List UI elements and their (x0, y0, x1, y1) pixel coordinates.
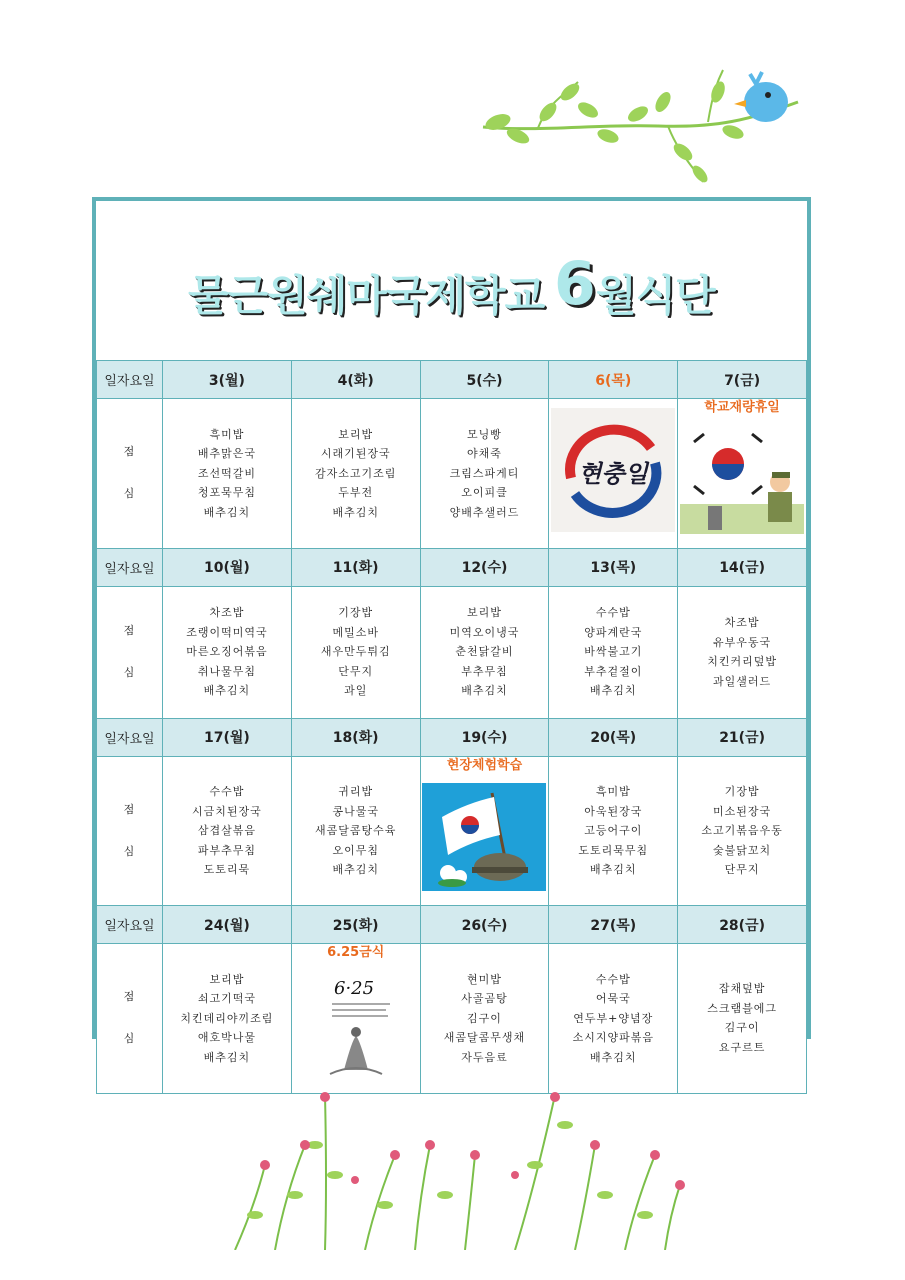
week-menu-row (97, 756, 807, 906)
lunch-label-char: 점 (123, 445, 136, 459)
lunch-label-char: 심 (123, 666, 136, 679)
dish: 보리밥 (467, 606, 502, 620)
menu-cell (549, 586, 678, 718)
lunch-label (97, 399, 163, 549)
menu-cell (420, 944, 549, 1094)
dish: 양파계란국 (584, 625, 643, 639)
dish: 소고기볶음우동 (701, 824, 783, 837)
school-name-title: 물근원쉐마국제학교 (188, 271, 545, 320)
title-suffix: 월식단 (596, 271, 715, 320)
date-day-label: 일자요일 (97, 906, 163, 944)
dish: 미소된장국 (713, 804, 772, 818)
dish: 조선떡갈비 (197, 466, 256, 480)
lunch-label-char: 심 (123, 487, 136, 501)
dish: 취나물무침 (197, 664, 256, 678)
menu-cell (163, 944, 292, 1094)
week-menu-row (97, 586, 807, 718)
day-header: 3(월) (163, 361, 292, 399)
dish: 소시지양파볶음 (572, 1031, 654, 1044)
dish: 시금치된장국 (192, 804, 262, 818)
date-day-label: 일자요일 (97, 361, 163, 399)
dish: 고등어구이 (584, 824, 643, 837)
lunch-label-char: 심 (123, 1032, 136, 1046)
dish: 삼겹살볶음 (197, 824, 256, 837)
dish: 유부우동국 (713, 635, 772, 649)
dish: 배추김치 (461, 684, 508, 698)
title-area (96, 201, 807, 360)
dish: 치킨데리야끼조림 (180, 1011, 274, 1025)
lunch-label-char: 점 (123, 624, 136, 637)
lunch-label-char: 점 (123, 990, 136, 1004)
menu-table-frame (92, 197, 811, 1064)
memorial-day-image (551, 408, 675, 532)
dish: 콩나물국 (332, 804, 379, 818)
dish: 배추김치 (332, 863, 379, 876)
day-header: 14(금) (678, 548, 807, 586)
dish: 기장밥 (338, 606, 374, 620)
dish: 새콤달콤탕수육 (315, 824, 397, 837)
dish: 메밀소바 (332, 625, 379, 639)
dish: 미역오이냉국 (449, 625, 520, 639)
day-header: 17(월) (163, 718, 292, 756)
lunch-label-char: 점 (123, 802, 136, 816)
wildflower-illustration (215, 1085, 695, 1250)
korean-war-memorial-sketch (294, 962, 418, 1086)
dish: 배추맑은국 (197, 447, 256, 460)
flag-soldier-image (680, 417, 804, 541)
dish: 흑미밥 (209, 427, 245, 441)
dish: 도토리묵 (203, 863, 251, 876)
dish: 배추김치 (203, 684, 251, 698)
dish: 단무지 (338, 664, 374, 678)
dish: 춘천닭갈비 (455, 645, 514, 659)
school-holiday-title: 학교재량휴일 (704, 400, 780, 415)
memorial-day-cell (549, 399, 678, 549)
day-header: 12(수) (420, 548, 549, 586)
date-day-label: 일자요일 (97, 548, 163, 586)
dish: 크림스파게티 (449, 466, 520, 480)
lunch-label (97, 586, 163, 718)
dish: 연두부+양념장 (573, 1011, 654, 1025)
dish: 배추김치 (203, 505, 251, 519)
day-header: 11(화) (291, 548, 420, 586)
day-header: 19(수) (420, 718, 549, 756)
menu-cell (678, 586, 807, 718)
lunch-label (97, 944, 163, 1094)
dish: 바싹불고기 (584, 645, 643, 659)
dish: 부추겉절이 (584, 664, 643, 678)
dish: 도토리묵무침 (578, 843, 649, 857)
dish: 배추김치 (332, 505, 379, 519)
dish: 오이무침 (332, 843, 379, 857)
week-menu-row (97, 399, 807, 549)
dish: 김구이 (467, 1011, 502, 1025)
menu-cell (420, 586, 549, 718)
menu-cell (291, 586, 420, 718)
meal-calendar-table (96, 360, 807, 1094)
menu-cell (549, 944, 678, 1094)
dish: 귀리밥 (338, 785, 374, 798)
menu-cell (291, 756, 420, 906)
korean-war-fast-cell (291, 944, 420, 1094)
dish: 사골곰탕 (461, 992, 508, 1005)
dish: 파부추무침 (197, 843, 256, 857)
dish: 김구이 (724, 1021, 760, 1035)
dish: 쇠고기떡국 (197, 992, 256, 1005)
day-header: 18(화) (291, 718, 420, 756)
day-header: 13(목) (549, 548, 678, 586)
dish: 배추김치 (590, 863, 637, 876)
dish: 어묵국 (595, 992, 631, 1005)
dish: 새콤달콤무생채 (443, 1031, 526, 1044)
dish: 두부전 (338, 486, 374, 499)
memorial-day-text: 현충일 (578, 459, 649, 488)
dish: 보리밥 (209, 972, 245, 986)
day-header: 7(금) (678, 361, 807, 399)
dish: 과일샐러드 (713, 674, 772, 688)
day-header: 20(목) (549, 718, 678, 756)
day-header: 24(월) (163, 906, 292, 944)
dish: 스크램블에그 (707, 1001, 777, 1015)
dish: 오이피클 (461, 486, 508, 499)
dish: 청포묵무침 (197, 486, 256, 499)
day-header: 28(금) (678, 906, 807, 944)
dish: 감자소고기조림 (315, 466, 397, 480)
dish: 과일 (344, 684, 368, 698)
week-header-row (97, 548, 807, 586)
dish: 숯불닭꼬치 (713, 843, 772, 857)
day-header: 27(목) (549, 906, 678, 944)
menu-cell (163, 756, 292, 906)
dish: 수수밥 (595, 972, 631, 986)
school-holiday-cell (678, 399, 807, 549)
dish: 수수밥 (595, 606, 631, 620)
lunch-label-char: 심 (123, 844, 136, 858)
dish: 단무지 (724, 863, 760, 876)
field-trip-cell (420, 756, 549, 906)
menu-cell (163, 399, 292, 549)
menu-cell (291, 399, 420, 549)
week-header-row (97, 718, 807, 756)
dish: 차조밥 (209, 606, 245, 620)
menu-cell (678, 944, 807, 1094)
menu-cell (549, 756, 678, 906)
menu-cell (678, 756, 807, 906)
dish: 마른오징어볶음 (186, 645, 268, 659)
week-header-row (97, 361, 807, 399)
day-header: 5(수) (420, 361, 549, 399)
dish: 기장밥 (724, 785, 760, 798)
dish: 차조밥 (724, 616, 760, 629)
dish: 배추김치 (590, 1050, 637, 1064)
korean-war-date-text: 6·25 (333, 978, 374, 999)
dish: 시래기된장국 (320, 447, 391, 460)
day-header: 21(금) (678, 718, 807, 756)
day-header: 25(화) (291, 906, 420, 944)
dish: 양배추샐러드 (449, 505, 520, 519)
month-number: 6 (554, 249, 596, 319)
dish: 야채죽 (467, 447, 502, 460)
dish: 배추김치 (203, 1050, 251, 1064)
day-header: 10(월) (163, 548, 292, 586)
dish: 조랭이떡미역국 (186, 625, 268, 639)
dish: 새우만두튀김 (320, 645, 391, 659)
korean-war-fast-title: 6.25금식 (327, 945, 385, 960)
dish: 치킨커리덮밥 (707, 655, 777, 668)
dish: 모닝빵 (467, 427, 502, 441)
flag-helmet-image (422, 775, 546, 899)
week-header-row (97, 906, 807, 944)
day-header-holiday: 6(목) (549, 361, 678, 399)
dish: 자두음료 (461, 1050, 508, 1064)
dish: 부추무침 (461, 664, 508, 678)
dish: 보리밥 (338, 427, 374, 441)
lunch-label (97, 756, 163, 906)
day-header: 26(수) (420, 906, 549, 944)
dish: 애호박나물 (197, 1031, 256, 1044)
leaf-branch-bird-illustration (478, 62, 808, 192)
week-menu-row (97, 944, 807, 1094)
dish: 아욱된장국 (584, 804, 643, 818)
day-header: 4(화) (291, 361, 420, 399)
field-trip-title: 현장체험학습 (446, 757, 523, 773)
dish: 잡채덮밥 (718, 982, 766, 996)
dish: 요구르트 (718, 1040, 766, 1054)
dish: 현미밥 (467, 972, 502, 986)
menu-cell (420, 399, 549, 549)
dish: 수수밥 (209, 785, 245, 798)
date-day-label: 일자요일 (97, 718, 163, 756)
dish: 흑미밥 (595, 785, 631, 798)
dish: 배추김치 (590, 684, 637, 698)
menu-cell (163, 586, 292, 718)
